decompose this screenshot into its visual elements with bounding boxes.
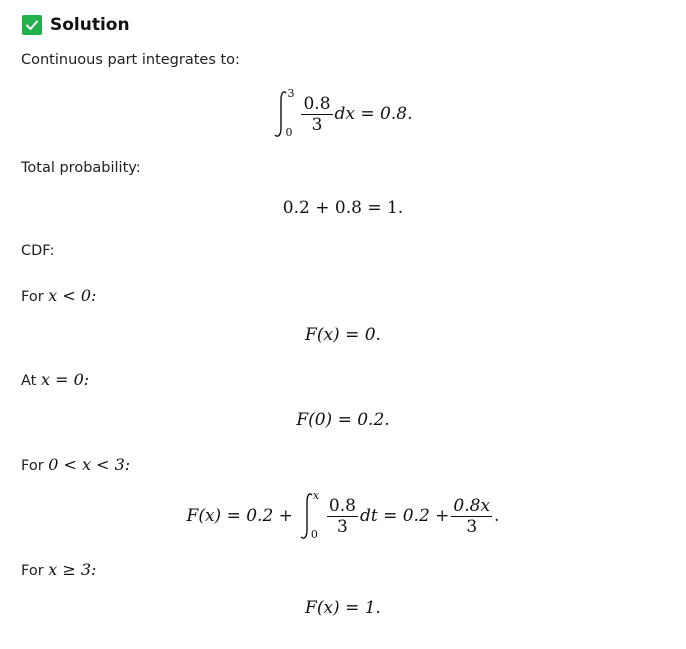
total-equation: 0.2 + 0.8 = 1. [282, 198, 404, 218]
integral-result: dx = 0.8. [334, 104, 413, 124]
case-zero-label [21, 370, 89, 389]
case-condition: x = 0: [40, 370, 90, 389]
case-middle-label [21, 455, 130, 474]
continuous-intro: Continuous part integrates to: [21, 52, 240, 68]
cdf-zero: F(0) = 0.2. [296, 410, 390, 430]
cdf-ge: F(x) = 1. [305, 598, 381, 618]
integral-sign [299, 490, 321, 542]
integral-equation [0, 88, 686, 140]
cdf-negative: F(x) = 0. [305, 325, 381, 345]
cdf-middle-equation [0, 490, 686, 542]
result-fraction [451, 496, 492, 537]
case-prefix: At [21, 373, 41, 389]
integral-sign [273, 88, 295, 140]
case-condition: 0 < x < 3: [48, 455, 131, 474]
integral-lower: 0 [285, 126, 293, 139]
fraction-numerator: 0.8 [328, 495, 356, 516]
integrand-fraction [301, 94, 332, 135]
fraction-denominator: 3 [466, 516, 478, 537]
integral-upper: 3 [287, 87, 295, 100]
total-intro: Total probability: [21, 160, 141, 176]
cdf-intro: CDF: [21, 243, 55, 259]
case-prefix: For [21, 563, 49, 579]
case-negative-label [21, 286, 96, 305]
solution-title: Solution [50, 15, 130, 35]
fraction-numerator: 0.8x [453, 495, 491, 516]
case-prefix: For [21, 458, 49, 474]
case-ge-label [21, 560, 96, 579]
integral-upper: x [312, 489, 320, 502]
cdf-middle-tail: dt = 0.2 + [359, 506, 450, 526]
fraction-denominator: 3 [337, 516, 348, 537]
fraction-denominator: 3 [311, 114, 323, 135]
checkmark-icon [22, 15, 42, 35]
case-prefix: For [21, 289, 49, 305]
integral-lower: 0 [310, 528, 318, 541]
case-condition: x < 0: [48, 286, 97, 305]
solution-header [22, 13, 130, 37]
integrand-fraction [327, 496, 358, 537]
cdf-middle-lhs: F(x) = 0.2 + [186, 506, 293, 526]
cdf-middle-end: . [494, 506, 500, 526]
fraction-numerator: 0.8 [303, 93, 331, 114]
case-condition: x ≥ 3: [48, 560, 97, 579]
